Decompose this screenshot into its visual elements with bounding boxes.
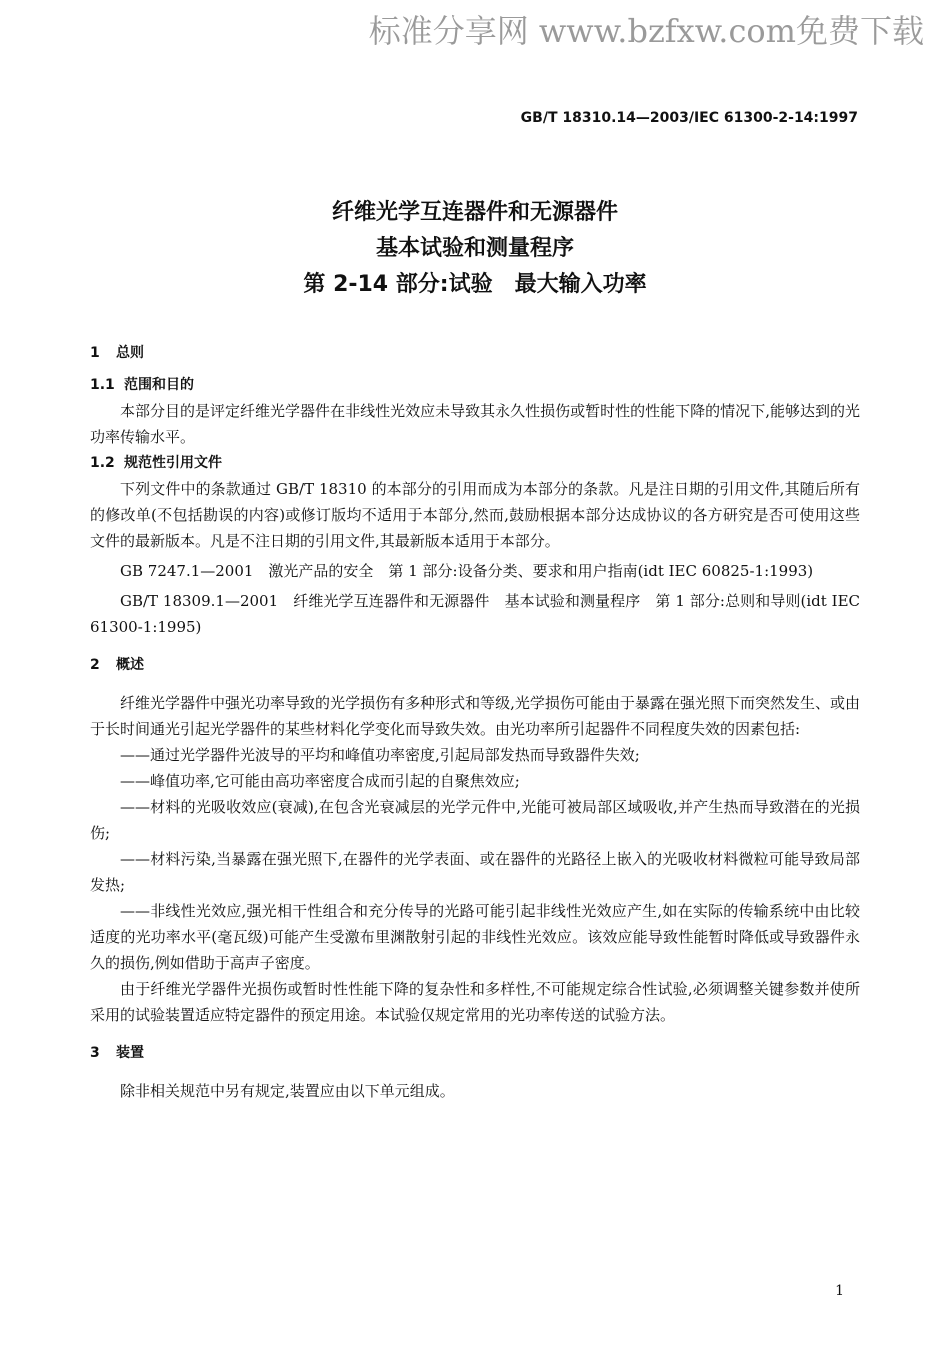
watermark: 标准分享网 www.bzfxw.com免费下载 xyxy=(368,12,924,50)
scope-paragraph: 本部分目的是评定纤维光学器件在非线性光效应未导致其永久性损伤或暂时性的性能下降的情况下,能够达到的光功率传输水平。 xyxy=(90,402,860,446)
title-line-2: 基本试验和测量程序 xyxy=(375,236,574,261)
reference-2: GB/T 18309.1—2001 纤维光学互连器件和无源器件 基本试验和测量程序 第 1 部分:总则和导则(idt IEC 61300-1:1995) xyxy=(90,592,860,636)
section-3-heading xyxy=(90,1040,860,1066)
section-title: 装置 xyxy=(116,1045,144,1061)
apparatus-paragraph: 除非相关规范中另有规定,装置应由以下单元组成。 xyxy=(120,1082,455,1100)
title-line-1: 纤维光学互连器件和无源器件 xyxy=(331,200,618,225)
normative-references-paragraph: 下列文件中的条款通过 GB/T 18310 的本部分的引用而成为本部分的条款。凡是注日期的引用文件,其随后所有的修改单(不包括勘误的内容)或修订版均不适用于本部分,然而,鼓励根据本部分达成协议的各方研究是否可使用这些文件的最新版本。凡是不注日期的引用文件,其最新版本适用于本部分。 xyxy=(90,480,860,550)
document-body xyxy=(90,340,860,1104)
section-number: 1 xyxy=(90,345,100,361)
title-line-3: 第 2-14 部分:试验 最大输入功率 xyxy=(303,272,647,297)
section-title: 规范性引用文件 xyxy=(124,455,222,471)
section-1-1-heading xyxy=(90,372,860,398)
section-number: 2 xyxy=(90,657,100,673)
section-1-2-heading xyxy=(90,450,860,476)
document-title xyxy=(0,195,950,303)
section-number: 1.2 xyxy=(90,455,115,471)
list-item: ——峰值功率,它可能由高功率密度合成而引起的自聚焦效应; xyxy=(120,772,520,790)
section-title: 概述 xyxy=(116,657,144,673)
list-item: ——材料污染,当暴露在强光照下,在器件的光学表面、或在器件的光路径上嵌入的光吸收材料微粒可能导致局部发热; xyxy=(90,850,860,894)
section-title: 范围和目的 xyxy=(124,377,194,393)
list-item: ——非线性光效应,强光相干性组合和充分传导的光路可能引起非线性光效应产生,如在实际的传输系统中由比较适度的光功率水平(毫瓦级)可能产生受激布里渊散射引起的非线性光效应。该效应能导致性能暂时降低或导致器件永久的损伤,例如借助于高声子密度。 xyxy=(90,902,860,972)
standard-number: GB/T 18310.14—2003/IEC 61300-2-14:1997 xyxy=(520,110,858,126)
list-item: ——材料的光吸收效应(衰减),在包含光衰减层的光学元件中,光能可被局部区域吸收,并产生热而导致潜在的光损伤; xyxy=(90,798,860,842)
section-number: 3 xyxy=(90,1045,100,1061)
section-2-heading xyxy=(90,652,860,678)
reference-1: GB 7247.1—2001 激光产品的安全 第 1 部分:设备分类、要求和用户指南(idt IEC 60825-1:1993) xyxy=(120,562,814,580)
list-item: ——通过光学器件光波导的平均和峰值功率密度,引起局部发热而导致器件失效; xyxy=(120,746,640,764)
overview-paragraph-1: 纤维光学器件中强光功率导致的光学损伤有多种形式和等级,光学损伤可能由于暴露在强光照下而突然发生、或由于长时间通光引起光学器件的某些材料化学变化而导致失效。由光功率所引起器件不同程度失效的因素包括: xyxy=(90,694,860,738)
section-1-heading xyxy=(90,340,860,366)
section-number: 1.1 xyxy=(90,377,115,393)
page-number: 1 xyxy=(835,1283,844,1299)
overview-paragraph-2: 由于纤维光学器件光损伤或暂时性性能下降的复杂性和多样性,不可能规定综合性试验,必须调整关键参数并使所采用的试验装置适应特定器件的预定用途。本试验仅规定常用的光功率传送的试验方法。 xyxy=(90,980,860,1024)
section-title: 总则 xyxy=(116,345,144,361)
